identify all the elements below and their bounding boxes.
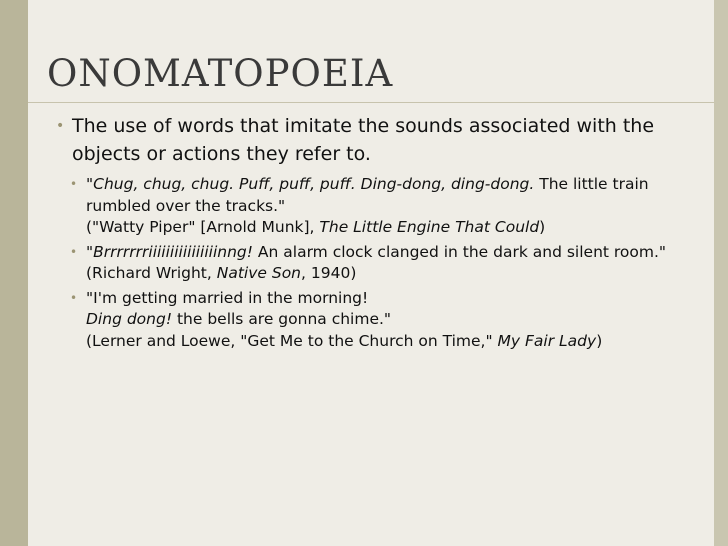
bullet-icon: •: [70, 244, 78, 259]
bullet-icon: •: [56, 118, 65, 134]
bullet-icon: •: [70, 177, 78, 191]
right-decor-bar: [714, 0, 728, 546]
source-post: ): [539, 218, 546, 236]
definition-text: The use of words that imitate the sounds associated with the objects or actions they refer to.: [72, 115, 655, 165]
example-item-3: [60, 288, 676, 353]
example-quote: [86, 174, 676, 217]
quote-rest: The little train rumbled over the tracks.": [86, 175, 649, 215]
example-line-2: [86, 309, 676, 331]
source-post: , 1940): [301, 264, 357, 282]
source-pre: (Lerner and Loewe, "Get Me to the Church on Time,": [86, 331, 498, 350]
example-item-2: [60, 242, 676, 285]
example-source: [86, 217, 676, 239]
slide-title: ONOMATOPOEIA: [47, 52, 394, 95]
source-title: The Little Engine That Could: [319, 218, 540, 236]
bullet-icon: •: [70, 290, 78, 305]
example-quote: [86, 242, 676, 264]
source-pre: (Richard Wright,: [86, 264, 217, 282]
quote-pre: ": [86, 242, 94, 261]
example-line-1: "I'm getting married in the morning!: [86, 288, 369, 307]
source-post: ): [596, 331, 603, 350]
example-item-1: [60, 174, 676, 239]
slide-content: [56, 113, 676, 352]
quote-rest: An alarm clock clanged in the dark and silent room.": [252, 242, 667, 261]
source-title: My Fair Lady: [497, 331, 597, 350]
title-divider: [28, 102, 714, 103]
definition-item: [56, 113, 676, 168]
quote-rest: the bells are gonna chime.": [172, 310, 392, 328]
quote-italic: "Chug, chug, chug. Puff, puff, puff. Ding-dong, ding-dong.: [86, 175, 535, 193]
example-source: [86, 331, 676, 353]
source-title: Native Son: [216, 264, 302, 282]
quote-italic: Brrrrrrriiiiiiiiiiiiiiiinng!: [93, 242, 253, 261]
quote-italic: Ding dong!: [86, 310, 173, 328]
left-decor-bar: [0, 0, 28, 546]
example-source: [86, 263, 676, 285]
source-pre: ("Watty Piper" [Arnold Munk],: [86, 218, 320, 236]
